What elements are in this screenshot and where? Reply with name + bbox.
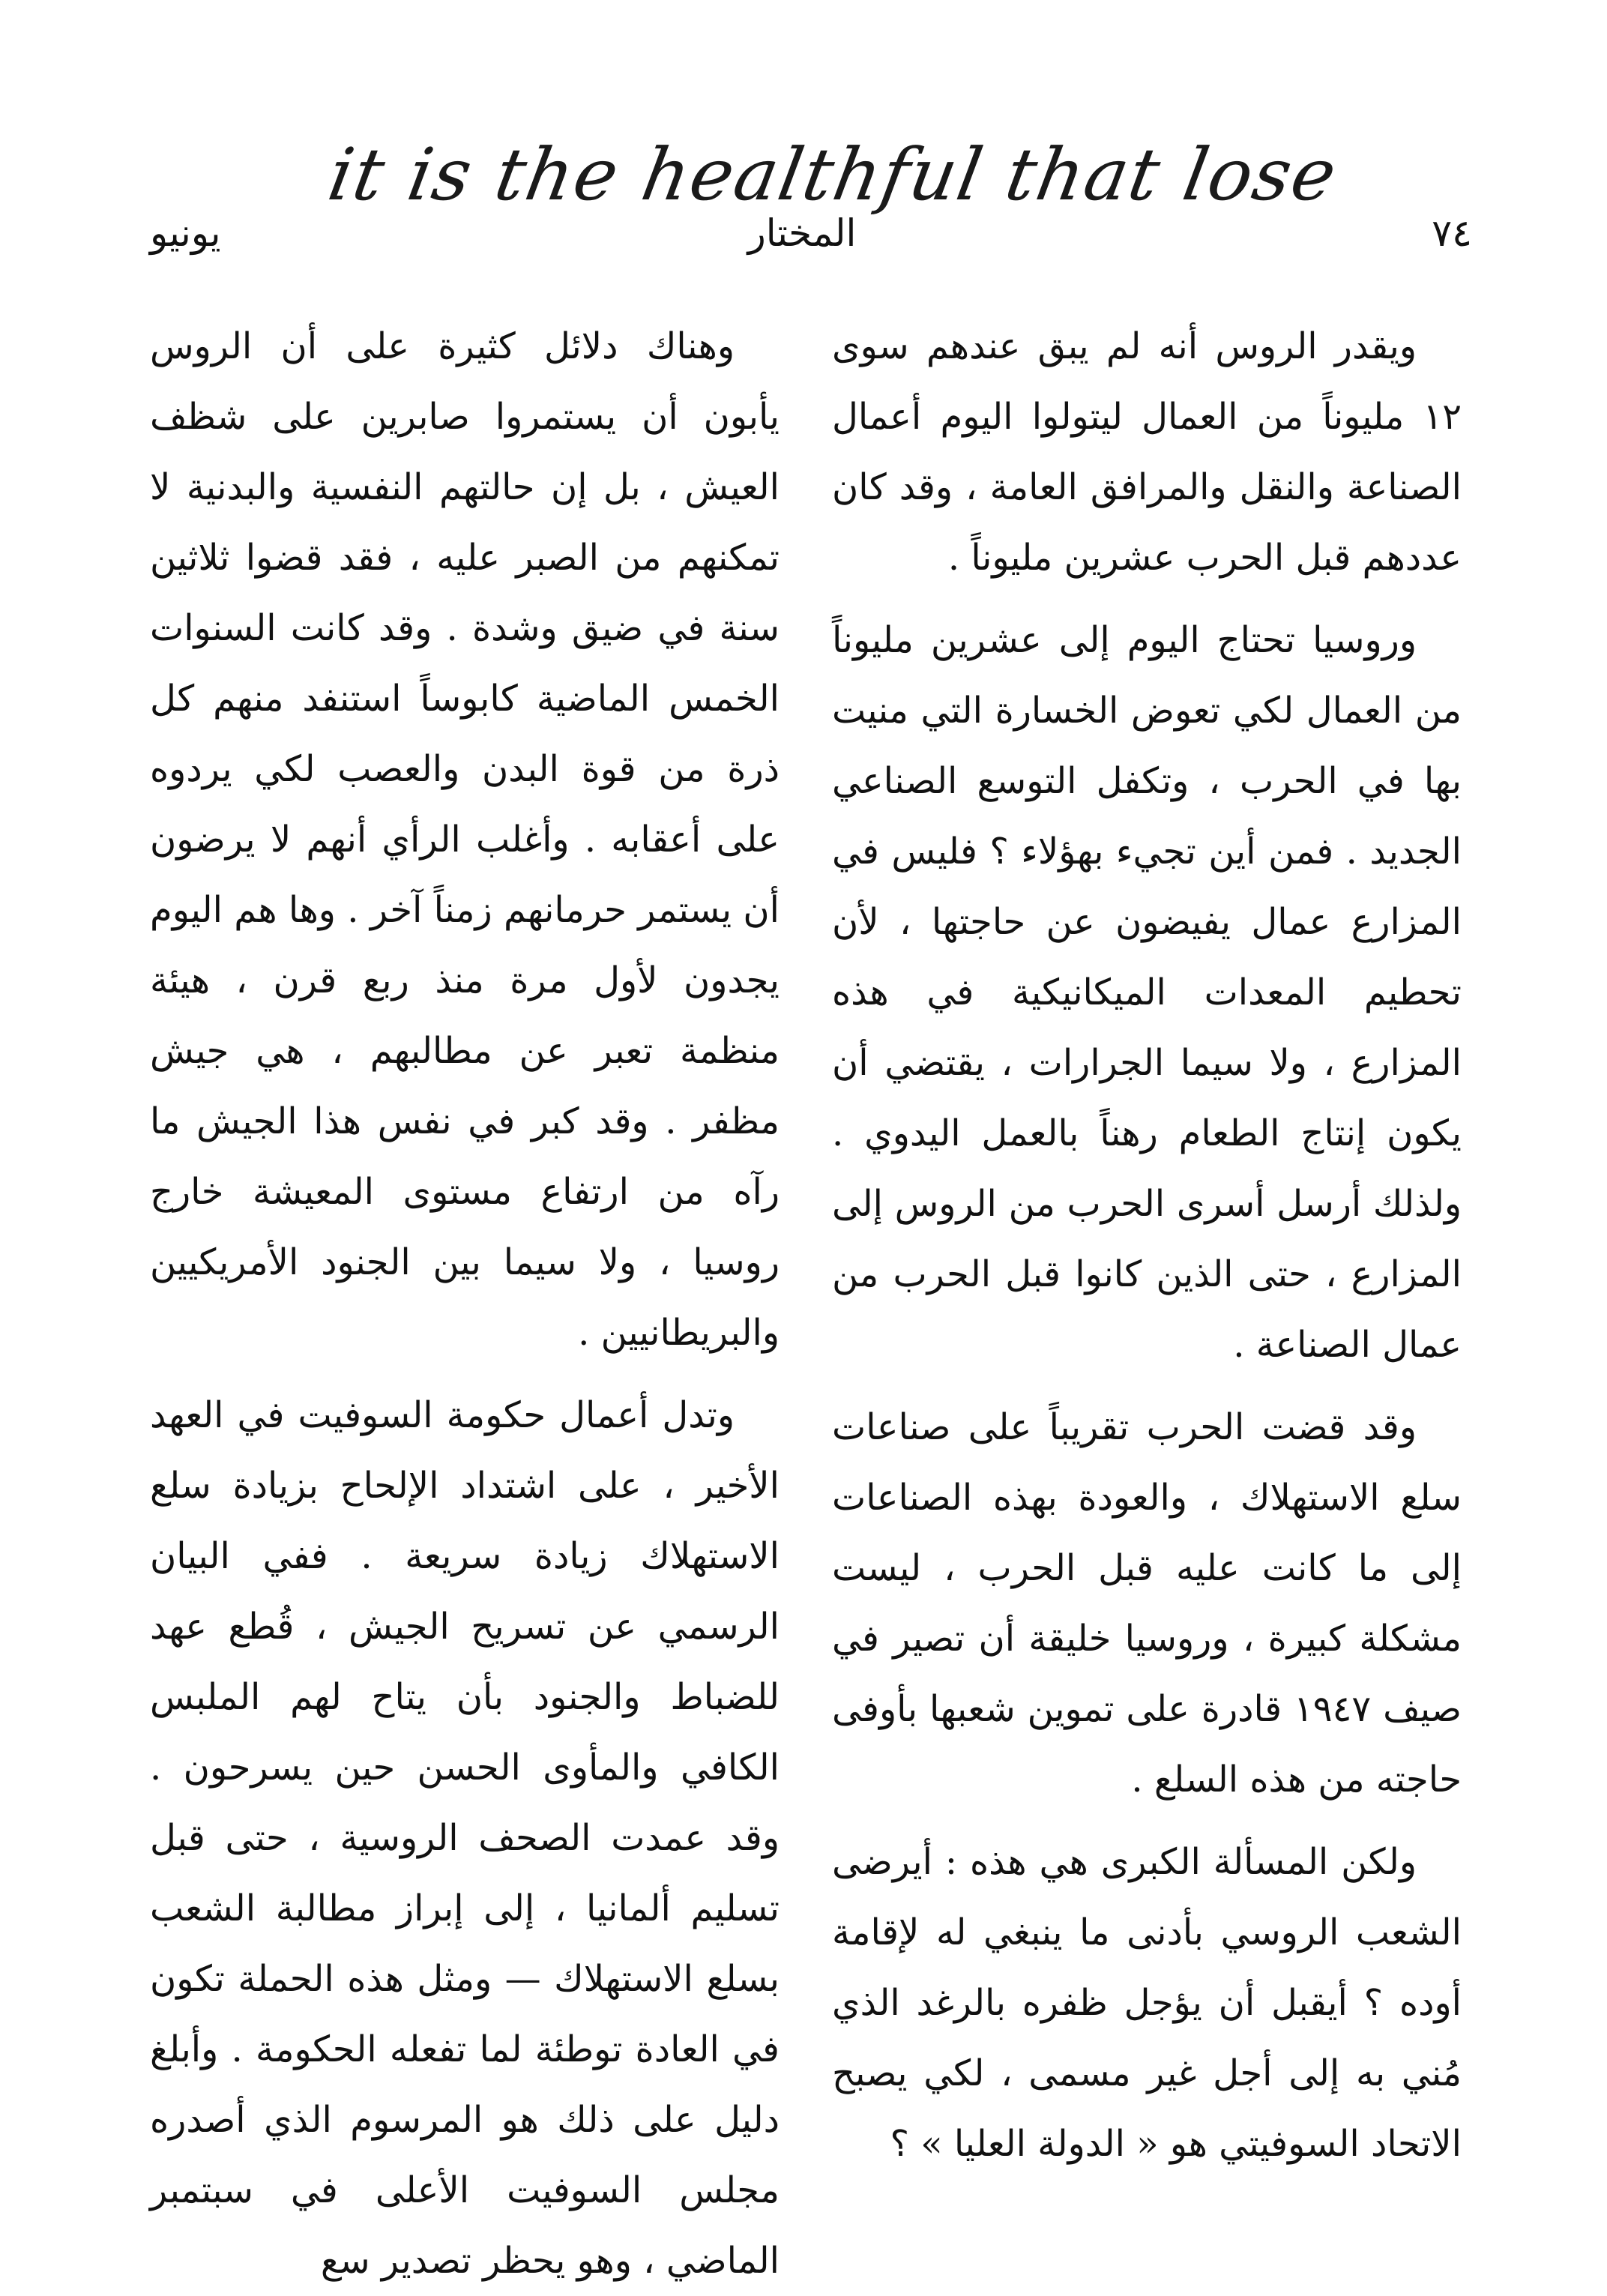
issue-month: يونيو: [150, 211, 221, 255]
paragraph: ولكن المسألة الكبرى هي هذه : أيرضى الشعب الروسي بأدنى ما ينبغي له لإقامة أوده ؟ أيقبل أن يؤجل ظفره بالرغد الذي مُني به إلى أجل غير مسمى ، لكي يصبح الاتحاد السوفيتي هو « الدولة العليا » ؟: [832, 1841, 1462, 2165]
paragraph: وروسيا تحتاج اليوم إلى عشرين مليوناً من العمال لكي تعوض الخسارة التي منيت بها في الحرب ، وتكفل التوسع الصناعي الجديد . فمن أين تجيء بهؤلاء ؟ فليس في المزارع عمال يفيضون عن حاجتها ، لأن تحطيم المعدات الميكانيكية في هذه المزارع ، ولا سيما الجرارات ، يقتضي أن يكون إنتاج الطعام رهناً بالعمل اليدوي . ولذلك أرسل أسرى الحرب من الروس إلى المزارع ، حتى الذين كانوا قبل الحرب من عمال الصناعة .: [832, 619, 1462, 1366]
paragraph: وهناك دلائل كثيرة على أن الروس يأبون أن يستمروا صابرين على شظف العيش ، بل إن حالتهم النفسية والبدنية لا تمكنهم من الصبر عليه ، فقد قضوا ثلاثين سنة في ضيق وشدة . وقد كانت السنوات الخمس الماضية كابوساً استنفد منهم كل ذرة من قوة البدن والعصب لكي يردوه على أعقابه . وأغلب الرأي أنهم لا يرضون أن يستمر حرمانهم زمناً آخر . وها هم اليوم يجدون لأول مرة منذ ربع قرن ، هيئة منظمة تعبر عن مطالبهم ، هي جيش مظفر . وقد كبر في نفس هذا الجيش ما رآه من ارتفاع مستوى المعيشة خارج روسيا ، ولا سيما بين الجنود الأمريكيين والبريطانيين .: [150, 325, 780, 1354]
paragraph: وتدل أعمال حكومة السوفيت في العهد الأخير ، على اشتداد الإلحاح بزيادة سلع الاستهلاك زيادة سريعة . ففي البيان الرسمي عن تسريح الجيش ، قُطع عهد للضباط والجنود بأن يتاح لهم الملبس الكافي والمأوى الحسن حين يسرحون . وقد عمدت الصحف الروسية ، حتى قبل تسليم ألمانيا ، إلى إبراز مطالبة الشعب بسلع الاستهلاك — ومثل هذه الحملة تكون في العادة توطئة لما تفعله الحكومة . وأبلغ دليل على ذلك هو المرسوم الذي أصدره مجلس السوفيت الأعلى في سبتمبر الماضي ، وهو يحظر تصدير سع: [150, 1394, 780, 2282]
right-text-column: [832, 311, 1462, 2185]
paragraph: وقد قضت الحرب تقريباً على صناعات سلع الاستهلاك ، والعودة بهذه الصناعات إلى ما كانت عليه قبل الحرب ، ليست مشكلة كبيرة ، وروسيا خليقة أن تصير في صيف ١٩٤٧ قادرة على تموين شعبها بأوفى حاجته من هذه السلع .: [832, 1406, 1462, 1801]
paragraph: ويقدر الروس أنه لم يبق عندهم سوى ١٢ مليوناً من العمال ليتولوا اليوم أعمال الصناعة والنقل والمرافق العامة ، وقد كان عددهم قبل الحرب عشرين مليوناً .: [832, 325, 1462, 579]
running-title: المختار: [747, 211, 857, 255]
page-number: ٧٤: [1432, 211, 1472, 255]
page-header: [0, 211, 1607, 271]
left-text-column: [150, 311, 780, 2282]
handwritten-annotation: it is the healthful that lose: [322, 133, 1344, 217]
